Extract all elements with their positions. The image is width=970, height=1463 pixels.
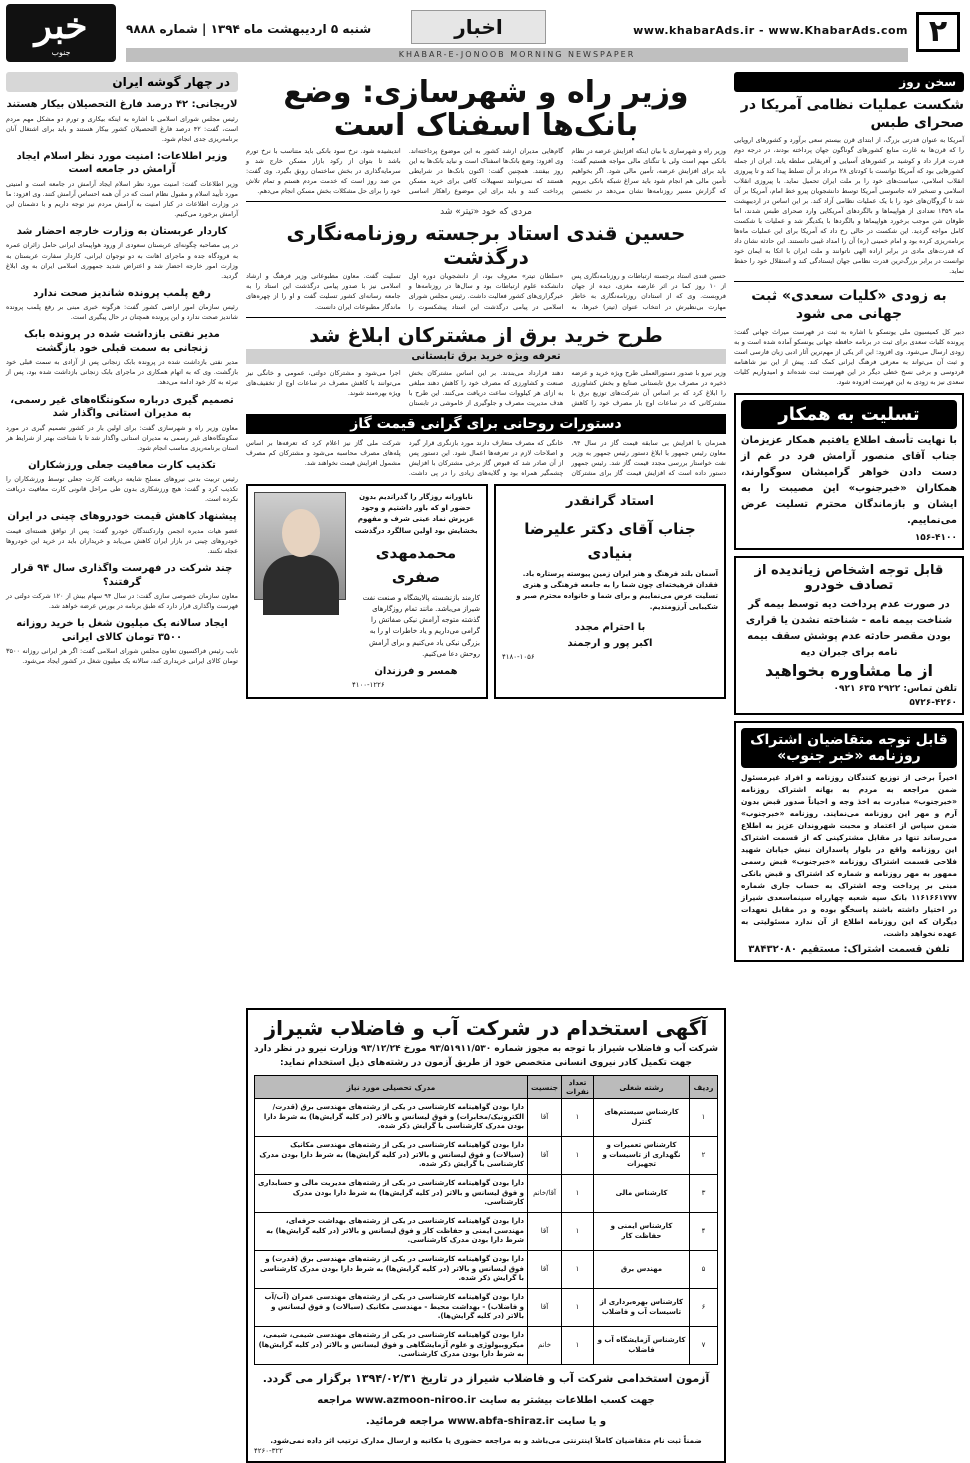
news-brief-item [6, 287, 238, 323]
news-brief-body: عضو هیات مدیره انجمن واردکنندگان خودرو گفت: پس از توافق هسته‌ای قیمت خودروهای چینی در بازار ایران کاهش می‌یابد و خریداران باید در خرید این خودروها عجله نکنند. [6, 526, 238, 555]
saadi-body: دبیر کل کمیسیون ملی یونسکو با اشاره به ثبت در فهرست میراث جهانی گفت: پرونده کلیات سعدی برای ثبت در برنامه حافظه جهانی یونسکو آماده شده است و به زودی ارسال می‌شود. وی افزود: این اثر یکی از مهم‌ترین آثار ادبی زبان فارسی است و ثبت آن می‌تواند به معرفی فرهنگ ایرانی کمک کند. پیش از این نیز شاهنامه فردوسی و برخی نسخ خطی دیگر در این فهرست ثبت شده‌اند و امیدواریم کلیات سعدی نیز به زودی به این فهرست افزوده شود. [734, 327, 964, 386]
table-row [255, 1175, 718, 1213]
condolence-professor [494, 484, 726, 699]
degree-requirement: دارا بودن گواهینامه کارشناسی در یکی از رشته‌های مهندسی عمران (آب/آب و فاضلاب) - بهداشت محیط - مهندسی مکانیک (سیالات) و فوق لیسانس و بالاتر (در کلیه گرایش‌ها). [255, 1289, 528, 1327]
portrait-photo [254, 492, 346, 600]
row-number: ۶ [690, 1289, 718, 1327]
subscription-ad-title: قابل توجه متقاضیان اشتراک روزنامه «خبر جنوب» [741, 728, 957, 768]
divider [246, 317, 726, 318]
table-row [255, 1213, 718, 1251]
condolence-ad-code: ۱۵۶-۴۱۰۰ [914, 533, 957, 543]
headcount: ۱ [562, 1137, 594, 1175]
newspaper-logo [6, 4, 116, 62]
divider [734, 281, 964, 282]
section-title: اخبار [411, 10, 546, 44]
headcount: ۱ [562, 1289, 594, 1327]
right-column [734, 72, 964, 962]
headcount: ۱ [562, 1213, 594, 1251]
condolence-professor-name: جناب آقای دکتر علیرضا بنیادی [524, 519, 696, 562]
news-brief-item [6, 459, 238, 505]
table-row [255, 1137, 718, 1175]
news-brief-body: مدیر نفتی بازداشت شده در پرونده بابک زنجانی پس از آزادی به سمت قبلی خود بازگشت. وی که به اتهام همکاری در ماجرای بابک زنجانی بازداشت شده بود، پس از تبرئه به کار خود ادامه می‌دهد. [6, 358, 238, 387]
recruitment-ad [246, 1008, 726, 1463]
condolence-ad-body: با نهایت تأسف اطلاع یافتیم همکار عزیزمان جناب آقای منصور آرامش فرد در غم از دست دادن خواهر گرامیشان سوگوارند، همکاران «خبرجنوب» این مصیبت را به ایشان و بازماندگان محترم تسلیت عرض می‌نماییم. [741, 435, 957, 526]
job-title: کارشناس ایمنی و حفاظت کار [594, 1213, 690, 1251]
gender: آقا [528, 1137, 562, 1175]
news-brief-item [6, 394, 238, 453]
news-brief-title: لاریجانی: ۴۲ درصد فارغ التحصیلان بیکار هستند [6, 99, 238, 110]
gender: خانم [528, 1327, 562, 1365]
degree-requirement: دارا بودن گواهینامه کارشناسی در یکی از رشته‌های بهداشت حرفه‌ای، مهندسی ایمنی و حفاظت کار و فوق لیسانس و بالاتر (در کلیه گرایش‌ها) به شرط دارا بودن مدرک کارشناسی. [255, 1213, 528, 1251]
condolence-ad-title: تسلیت به همکار [741, 400, 957, 429]
middle-column [246, 72, 726, 699]
gender: آقا [528, 1251, 562, 1289]
job-title: مهندس برق [594, 1251, 690, 1289]
degree-requirement: دارا بودن گواهینامه کارشناسی در یکی از رشته‌های مهندسی مکانیک (سیالات) و فوق لیسانس و بالاتر (در کلیه گرایش‌ها) به شرط دارا بودن مدرک کارشناسی با گرایش ذکر شده. [255, 1137, 528, 1175]
news-brief-title: تصمیم گیری درباره سکونتگاه‌های غیر رسمی، به مدیران استانی واگذار شد [10, 394, 234, 419]
condolence-anniversary-text [352, 492, 480, 691]
news-brief-item [6, 328, 238, 387]
col-header-count: تعداد نفرات [562, 1076, 594, 1099]
logo-word: خبر [34, 5, 88, 47]
headcount: ۱ [562, 1327, 594, 1365]
col-header-degree: مدرک تحصیلی مورد نیاز [255, 1076, 528, 1099]
row-number: ۴ [690, 1213, 718, 1251]
obit-headline: حسین قندی استاد برجسته روزنامه‌نگاری درگذشت [286, 221, 686, 270]
degree-requirement: دارا بودن گواهینامه کارشناسی در یکی از رشته‌های مهندسی شیمی، شیمی، میکروبیولوژی و علوم آزمایشگاهی و فوق لیسانس و بالاتر (در کلیه گرایش‌ها) به شرط دارا بودن مدرک کارشناسی. [255, 1327, 528, 1365]
accident-ad-body: در صورت عدم پرداخت دیه توسط بیمه گر شناخت بیمه نامه - شناخته نشدن یا قراری بودن مقصر حادثه عدم پوشش سقف بیمه نامه برای جبران دیه [745, 599, 953, 658]
news-brief-item [6, 562, 238, 611]
news-brief-item [6, 150, 238, 219]
news-brief-item [6, 617, 238, 666]
news-brief-body: در پی مصاحبه چگونه‌ای عربستان سعودی از ورود هواپیمای ایرانی حامل زائران عمره به فرودگاه جده و ماجرای اهانت به دو نوجوان ایرانی، کاردار سفارت عربستان به وزارت امور خارجه احضار شد و اعتراض شدید جمهوری اسلامی ایران به وی ابلاغ گردید. [6, 241, 238, 280]
condolence-professor-body: آسمان بلند فرهنگ و هنر ایران زمین پیوسته پرستاره باد. فقدان فرهیخته‌ای چون شما را به جامعه فرهنگی و هنری تسلیت عرض می‌نماییم و برای شما و خانواده محترم صبر و شکیبایی آرزومندیم. [516, 569, 718, 612]
news-brief-title: ایجاد سالانه یک میلیون شغل با خرید روزانه ۳۵۰۰ تومان کالای ایرانی [16, 618, 228, 643]
recruitment-table-body [255, 1099, 718, 1365]
recruitment-footnote-2: جهت کسب اطلاعات بیشتر به سایت www.azmoon-niroo.ir مراجعه [317, 1394, 655, 1406]
news-brief-label: در چهار گوشه ایران [6, 72, 238, 92]
news-brief-body: معاون سازمان خصوصی سازی گفت: در سال ۹۴ سهام بیش از ۱۲۰ شرکت دولتی در فهرست واگذاری قرار دارد که طبق برنامه در بورس عرضه خواهد شد. [6, 592, 238, 611]
col-header-job: رشته شغلی [594, 1076, 690, 1099]
accident-ad-code: ۵۷۲۶-۴۲۶۰ [909, 698, 957, 708]
editorial-title: شکست عملیات نظامی آمریکا در صحرای طبس [740, 97, 964, 132]
col-header-row: ردیف [690, 1076, 718, 1099]
news-brief-item [6, 98, 238, 144]
recruitment-footnote-1: آزمون استخدامی شرکت آب و فاضلاب شیراز در تاریخ ۱۳۹۴/۰۲/۳۱ برگزار می گردد. [262, 1372, 710, 1385]
degree-requirement: دارا بودن گواهینامه کارشناسی در یکی از رشته‌های مهندسی برق (قدرت/الکترونیک/مخابرات) و فوق لیسانس و بالاتر (در کلیه گرایش‌ها) به شرط دارا بودن مدرک کارشناسی با گرایش ذکر شده. [255, 1099, 528, 1137]
condolence-professor-code: ۴۱۸۰-۱۰۵۶ [502, 652, 535, 661]
headcount: ۱ [562, 1099, 594, 1137]
condolence-professor-heading: استاد گرانقدر [566, 494, 654, 510]
job-title: کارشناس آزمایشگاه آب و فاضلاب [594, 1327, 690, 1365]
news-brief-title: تکذیب کارت معافیت جعلی ورزشکاران [28, 459, 216, 471]
subscription-ad-phone: تلفن قسمت اشتراک: مستقیم ۳۸۴۳۲۰۸۰ [748, 944, 950, 955]
news-brief-item [6, 510, 238, 556]
degree-requirement: دارا بودن گواهینامه کارشناسی در یکی از رشته‌های مدیریت مالی و حسابداری و فوق لیسانس و بالاتر (در کلیه گرایش‌ها) به شرط دارا بودن مدرک کارشناسی. [255, 1175, 528, 1213]
news-brief-title: وزیر اطلاعات: امنیت مورد نظر اسلام ایجاد آرامش در جامعه است [16, 150, 228, 176]
condolence-professor-signature-b: اکبر پور و ارجمند [567, 637, 653, 649]
accident-ad-title: قابل توجه اشخاص زیاندیده از تصادف خودرو [754, 563, 944, 593]
logo-sub: جنوب [51, 48, 71, 57]
job-title: کارشناس تعمیرات و نگهداری از تاسیسات و تجهیزات [594, 1137, 690, 1175]
power-body: وزیر نیرو با صدور دستورالعملی طرح ویژه خرید و عرضه ذخیره در مصرف برق تابستانی صنایع و بخش کشاورزی را ابلاغ کرد که بر اساس آن شرکت‌های توزیع برق با مشترکانی که در ساعات اوج بار مصرف خود را کاهش دهند قرارداد می‌بندند. بر این اساس مشترکان بخش صنعت و کشاورزی که مصرف خود را کاهش دهند مبلغی به ازای هر کیلووات ساعت دریافت می‌کنند. این طرح با هدف مدیریت مصرف و جلوگیری از خاموشی در تابستان اجرا می‌شود و مشترکان دولتی، عمومی و خانگی نیز می‌توانند با کاهش مصرف در ساعات اوج از تخفیف‌های ویژه بهره‌مند شوند. [246, 368, 726, 407]
gender: آقا/خانم [528, 1175, 562, 1213]
gender: آقا [528, 1099, 562, 1137]
news-brief-body: رئیس تربیت بدنی نیروهای مسلح شایعه دریافت کارت جعلی توسط ورزشکاران را تکذیب کرد و گفت: هیچ ورزشکاری بدون طی مراحل قانونی کارت معافیت دریافت نکرده است. [6, 475, 238, 504]
condolence-anniversary-intro: ناباورانه روزگار را گذراندیم بدون حضور او که باور داشتیم و وجود عزیزش نماد عینی شرف و مفهوم بخشایش بود اولین سالگرد درگذشت [354, 493, 478, 535]
table-row [255, 1289, 718, 1327]
condolence-anniversary [246, 484, 488, 699]
table-row [255, 1251, 718, 1289]
row-number: ۵ [690, 1251, 718, 1289]
news-brief-list [6, 98, 238, 666]
page-number: ۲ [916, 12, 960, 52]
recruitment-code: ۴۲۶۰-۳۲۲ [254, 1446, 283, 1455]
saadi-title: به زودی «کلیات سعدی» ثبت جهانی می شود [751, 288, 947, 323]
condolence-row [246, 484, 726, 699]
obit-body: حسین قندی استاد برجسته ارتباطات و روزنامه‌نگاری پس از ۱۰ روز کما در اثر عارضه مغزی، دیده از جهان فروبست. وی که از استادان روزنامه‌نگاری به خاطر مهارت بی‌نظیرش در انتخاب عنوان (تیتر) خبرها، به «سلطان تیتر» معروف بود، از دانشجویان دوره اول دانشکده علوم ارتباطات بود و سال‌ها در روزنامه‌ها و خبرگزاری‌های کشور فعالیت داشت. رئیس مجلس شورای اسلامی در پیامی درگذشت این استاد پیشکسوت را تسلیت گفت. معاون مطبوعاتی وزیر فرهنگ و ارشاد اسلامی نیز با صدور پیامی درگذشت این استاد را به جامعه رسانه‌ای کشور تسلیت گفت و او را از چهره‌های ماندگار مطبوعات ایران دانست. [246, 272, 726, 311]
news-brief-title: مدیر نفتی بازداشت شده در پرونده بابک زنجانی به سمت قبلی خود بازگشت [24, 329, 220, 354]
job-title: کارشناس بهره‌برداری از تاسیسات آب و فاضلاب [594, 1289, 690, 1327]
gas-headline: دستورات روحانی برای گرانی قیمت گاز [246, 414, 726, 434]
job-title: کارشناس سیستم‌های کنترل [594, 1099, 690, 1137]
condolence-anniversary-code: ۴۱۰۰-۱۲۲۶ [352, 680, 385, 689]
divider [246, 201, 726, 202]
subscription-ad-body: اخیراً برخی از توزیع کنندگان روزنامه و افراد غیرمسئول ضمن مراجعه به مردم به بهانه اشتراک روزنامه «خبرجنوب» مبادرت به اخذ وجه و احیاناً صدور قبض بدون آرم و مهر این روزنامه می‌نمایند. روزنامه «خبرجنوب» ضمن سپاس از اعتماد و محبت شهروندان عزیز به اطلاع می‌رساند تنها در مقابل مشترکینی که از قسمت اشتراک این روزنامه واقع در بلوار پاسداران نبش خیابان شهید فلاحی قسمت اشتراک روزنامه «خبرجنوب» قبض رسمی ممهور به مهر روزنامه و شماره کد اشتراک و قبض بانکی مبنی بر پرداخت وجه اشتراک به حساب جاری شماره ۱۱۶۱۶۶۱۷۷۷ بانک سپه شعبه چهارراه سینماسعدی شیراز در اختیار داشته باشند پاسخگو بوده و در مقابل تعهدات دیگران که این روزنامه اطلاع از آن ندارد مسئولیتی به عهده نخواهد داشت. [741, 773, 957, 938]
row-number: ۳ [690, 1175, 718, 1213]
table-row [255, 1327, 718, 1365]
recruitment-intro: شرکت آب و فاضلاب شیراز با توجه به مجوز شماره ۹۳/۵۱۹۱۱/۵۳۰ مورخ ۹۳/۱۲/۲۴ وزارت نیرو در نظر دارد جهت تکمیل کادر نیروی انسانی متخصص خود از طریق آزمون در رشته‌های ذیل استخدام نماید: [254, 1044, 718, 1068]
portrait-suit [263, 555, 339, 615]
left-column [6, 72, 238, 666]
condolence-anniversary-signature: همسر و فرزندان [374, 665, 458, 677]
condolence-anniversary-body: کارمند بازنشسته پالایشگاه و صنعت نفت شیراز می‌باشد. مانند تمام روزگارهای گذشته متوجه آرامش نیکی صفاتش را گرامی می‌داریم و یاد خاطرات او را به بزرگی نیکی یاد می‌کنیم و برای آرامش روحش دعا می‌کنیم. [362, 593, 480, 658]
row-number: ۱ [690, 1099, 718, 1137]
news-brief-body: رئیس مجلس شورای اسلامی با اشاره به اینکه بیکاری و تورم دو مشکل مهم مردم است، گفت: ۴۲ درصد فارغ التحصیلان کشور بیکار هستند و باید برای اشتغال آنان برنامه‌ریزی جدی انجام شود. [6, 114, 239, 143]
table-row [255, 1099, 718, 1137]
site-url[interactable]: www.khabarAds.ir - www.KhabarAds.com [633, 24, 908, 37]
job-title: کارشناس مالی [594, 1175, 690, 1213]
recruitment-table-header [255, 1076, 718, 1099]
accident-ad [734, 556, 964, 715]
news-brief-body: رئیس سازمان امور اراضی کشور گفت: هرگونه خبری مبنی بر رفع پلمب پرونده شاندیز صحت ندارد و این پرونده همچنان در حال پیگیری است. [6, 303, 238, 322]
recruitment-title: آگهی استخدام در شرکت آب و فاضلاب شیراز [264, 1016, 708, 1040]
news-brief-item [6, 225, 238, 281]
portrait-face [282, 509, 320, 557]
recruitment-footnote-3: و یا سایت www.abfa-shiraz.ir مراجعه فرمائید. [365, 1415, 607, 1427]
lead-headline: وزیر راه و شهرسازی: وضع بانک‌ها اسفناک است [283, 75, 689, 143]
news-brief-body: وزیر اطلاعات گفت: امنیت مورد نظر اسلام ایجاد آرامش در جامعه است و امنیتی مورد تأیید اسلام و مقبول نظام است که در آن همه احساس آرامش کنند. وی افزود: ما در وزارت اطلاعات در کنار امنیت به آرامش مردم نیز توجه داریم و با دشمنان این آرامش برخورد می‌کنیم. [6, 179, 238, 218]
recruitment-table [254, 1075, 718, 1365]
power-headline: طرح خرید برق از مشترکان ابلاغ شد [309, 322, 663, 347]
subscription-ad [734, 721, 964, 962]
editorial-body: آمریکا به عنوان قدرتی بزرگ، از ابتدای قرن بیستم سعی برآورد و کشورهای اروپایی را که قرن‌ها به غارت منابع کشورهای گوناگون جهان پرداخته بودند، در درجه دوم قدرت قرار داد و کوشید بر کشورهای آسیایی و آفریقایی سلطه یابد. ایران از جمله کشورهایی بود که آمریکا توانست با کودتای ۲۸ مرداد بر آن تسلط پیدا کند و تا پیروزی انقلاب اسلامی، سیاست‌های خود را بر ملت ایران تحمیل نماید. با پیروزی انقلاب اسلامی و تسخیر لانه جاسوسی آمریکا توسط دانشجویان پیرو خط امام، آمریکا بر آن شد تا گروگان‌های خود را با یک عملیات نظامی آزاد کند. بر این اساس در اردیبهشت ماه ۱۳۵۹ تعدادی از هواپیماها و بالگردهای آمریکایی وارد صحرای طبس شدند، اما طوفان شن موجب برخورد هواپیماها و بالگردها با یکدیگر شد و عملیات با شکست کامل مواجه گردید. این شکست در حالی رخ داد که آمریکا برای این عملیات ماه‌ها برنامه‌ریزی کرده بود و امام خمینی (ره) آن را امداد غیبی دانستند. این حادثه نشان داد که قدرت‌های مادی در برابر اراده الهی ناتوانند و ملت ایران با اتکا به ایمان خود توانست در برابر بزرگ‌ترین قدرت نظامی جهان ایستادگی کند و استقلال خود را حفظ نماید. [734, 136, 964, 276]
recruitment-footnote-4: ضمناً ثبت نام متقاضیان کاملاً اینترنتی می‌باشد و به مراجعه حضوری یا مکاتبه و ارسال مدارک ترتیب اثر داده نمی‌شود. [270, 1435, 702, 1445]
obit-kicker: مردی که خود «تیتر» شد [440, 207, 532, 218]
condolence-professor-signature-a: با احترام مجدد [574, 621, 646, 633]
gender: آقا [528, 1289, 562, 1327]
col-header-gender: جنسیت [528, 1076, 562, 1099]
condolence-anniversary-name: محمدمهدی صفری [375, 543, 457, 586]
news-brief-title: کاردار عربستان به وزارت خارجه احضار شد [16, 225, 228, 237]
gender: آقا [528, 1213, 562, 1251]
issue-date: شنبه ۵ اردیبهشت ماه ۱۳۹۴ | شماره ۹۸۸۸ [126, 22, 372, 36]
gas-body: همزمان با افزایش بی سابقه قیمت گاز در سال ۹۴، معاون رئیس جمهور با ابلاغ دستور رئیس جمهور به وزیر نفت خواستار بررسی مجدد قیمت گاز شد. رئیس جمهور دستور داده است که افزایش قیمت گاز برای مشترکان خانگی که مصرف متعارف دارند مورد بازنگری قرار گیرد و اصلاحات لازم در تعرفه‌ها اعمال شود. این دستور پس از آن صادر شد که قبوض گاز برخی مشترکان با افزایش چشمگیر همراه بود و گلایه‌های زیادی را در پی داشت. شرکت ملی گاز نیز اعلام کرد که تعرفه‌ها بر اساس پله‌های مصرف محاسبه می‌شود و مشترکان کم مصرف مشمول افزایش قیمت نخواهند شد. [246, 438, 726, 477]
accident-ad-cta: از ما مشاوره بخواهید [764, 661, 934, 680]
news-brief-title: رفع پلمب پرونده شاندیز صحت ندارد [33, 287, 211, 299]
row-number: ۷ [690, 1327, 718, 1365]
news-brief-body: نایب رئیس فراکسیون تعاون مجلس شورای اسلامی گفت: اگر هر ایرانی روزانه ۳۵۰۰ تومان کالای ایرانی خریداری کند، سالانه یک میلیون شغل در کشور ایجاد می‌شود. [6, 647, 238, 666]
condolence-ad [734, 393, 964, 550]
masthead [6, 4, 964, 66]
degree-requirement: دارا بودن گواهینامه کارشناسی در یکی از رشته‌های مهندسی برق (قدرت) و فوق لیسانس و بالاتر (در کلیه گرایش‌ها) به شرط دارا بودن مدرک کارشناسی با گرایش ذکر شده. [255, 1251, 528, 1289]
news-brief-title: پیشنهاد کاهش قیمت خودروهای چینی در ایران [7, 511, 237, 523]
news-brief-title: چند شرکت در فهرست واگذاری سال ۹۴ قرار گرفتند؟ [11, 563, 233, 588]
headcount: ۱ [562, 1251, 594, 1289]
lead-body: وزیر راه و شهرسازی با بیان اینکه افزایش عرضه در نظام بانکی مهم است ولی با تنگنای مالی مواجه هستیم گفت: باید برای افزایش عرضه، تأمین مالی شود. اگر بخواهیم تأمین مالی هم انجام شود باید سراغ شبکه بانکی برویم که گزارش مسیر روزنامه‌ها نشان می‌دهد در نخستین گام‌هایی مدیران ارشد کشور به این موضوع پرداخته‌اند. وی افزود: وضع بانک‌ها اسفناک است و نباید بانک‌ها به این روز بیفتند. همچنین گفت: اکنون بانک‌ها در شرایطی هستند که نمی‌توانند تسهیلات کافی برای خرید مسکن پرداخت کنند و باید برای این موضوع راهکار اساسی اندیشیده شود. نرخ سود بانکی باید متناسب با نرخ تورم باشد تا بتوان از رکود بازار مسکن خارج شد و سرمایه‌گذاری در بخش ساختمان رونق بگیرد. وی گفت: من صد روز است که خدمت مردم هستم و تمام تلاش خود را برای حل مشکلات بخش مسکن انجام می‌دهم. [246, 147, 726, 196]
row-number: ۲ [690, 1137, 718, 1175]
editorial-label: سخن روز [734, 72, 964, 92]
power-subhead: تعرفه ویژه خرید برق تابستانی [246, 349, 726, 364]
headcount: ۱ [562, 1175, 594, 1213]
accident-ad-phone: تلفن تماس: ۲۹۲۲ ۶۳۵ ۰۹۲۱ [833, 684, 957, 694]
news-brief-body: معاون وزیر راه و شهرسازی گفت: برای اولین بار در کشور تصمیم گیری در مورد سکونتگاه‌های غیر رسمی به مدیران استانی واگذار شد تا با شناخت بهتر از شرایط هر استان برنامه‌ریزی مناسب انجام شود. [6, 423, 238, 452]
masthead-strip: KHABAR-E-JONOOB MORNING NEWSPAPER [126, 48, 908, 62]
